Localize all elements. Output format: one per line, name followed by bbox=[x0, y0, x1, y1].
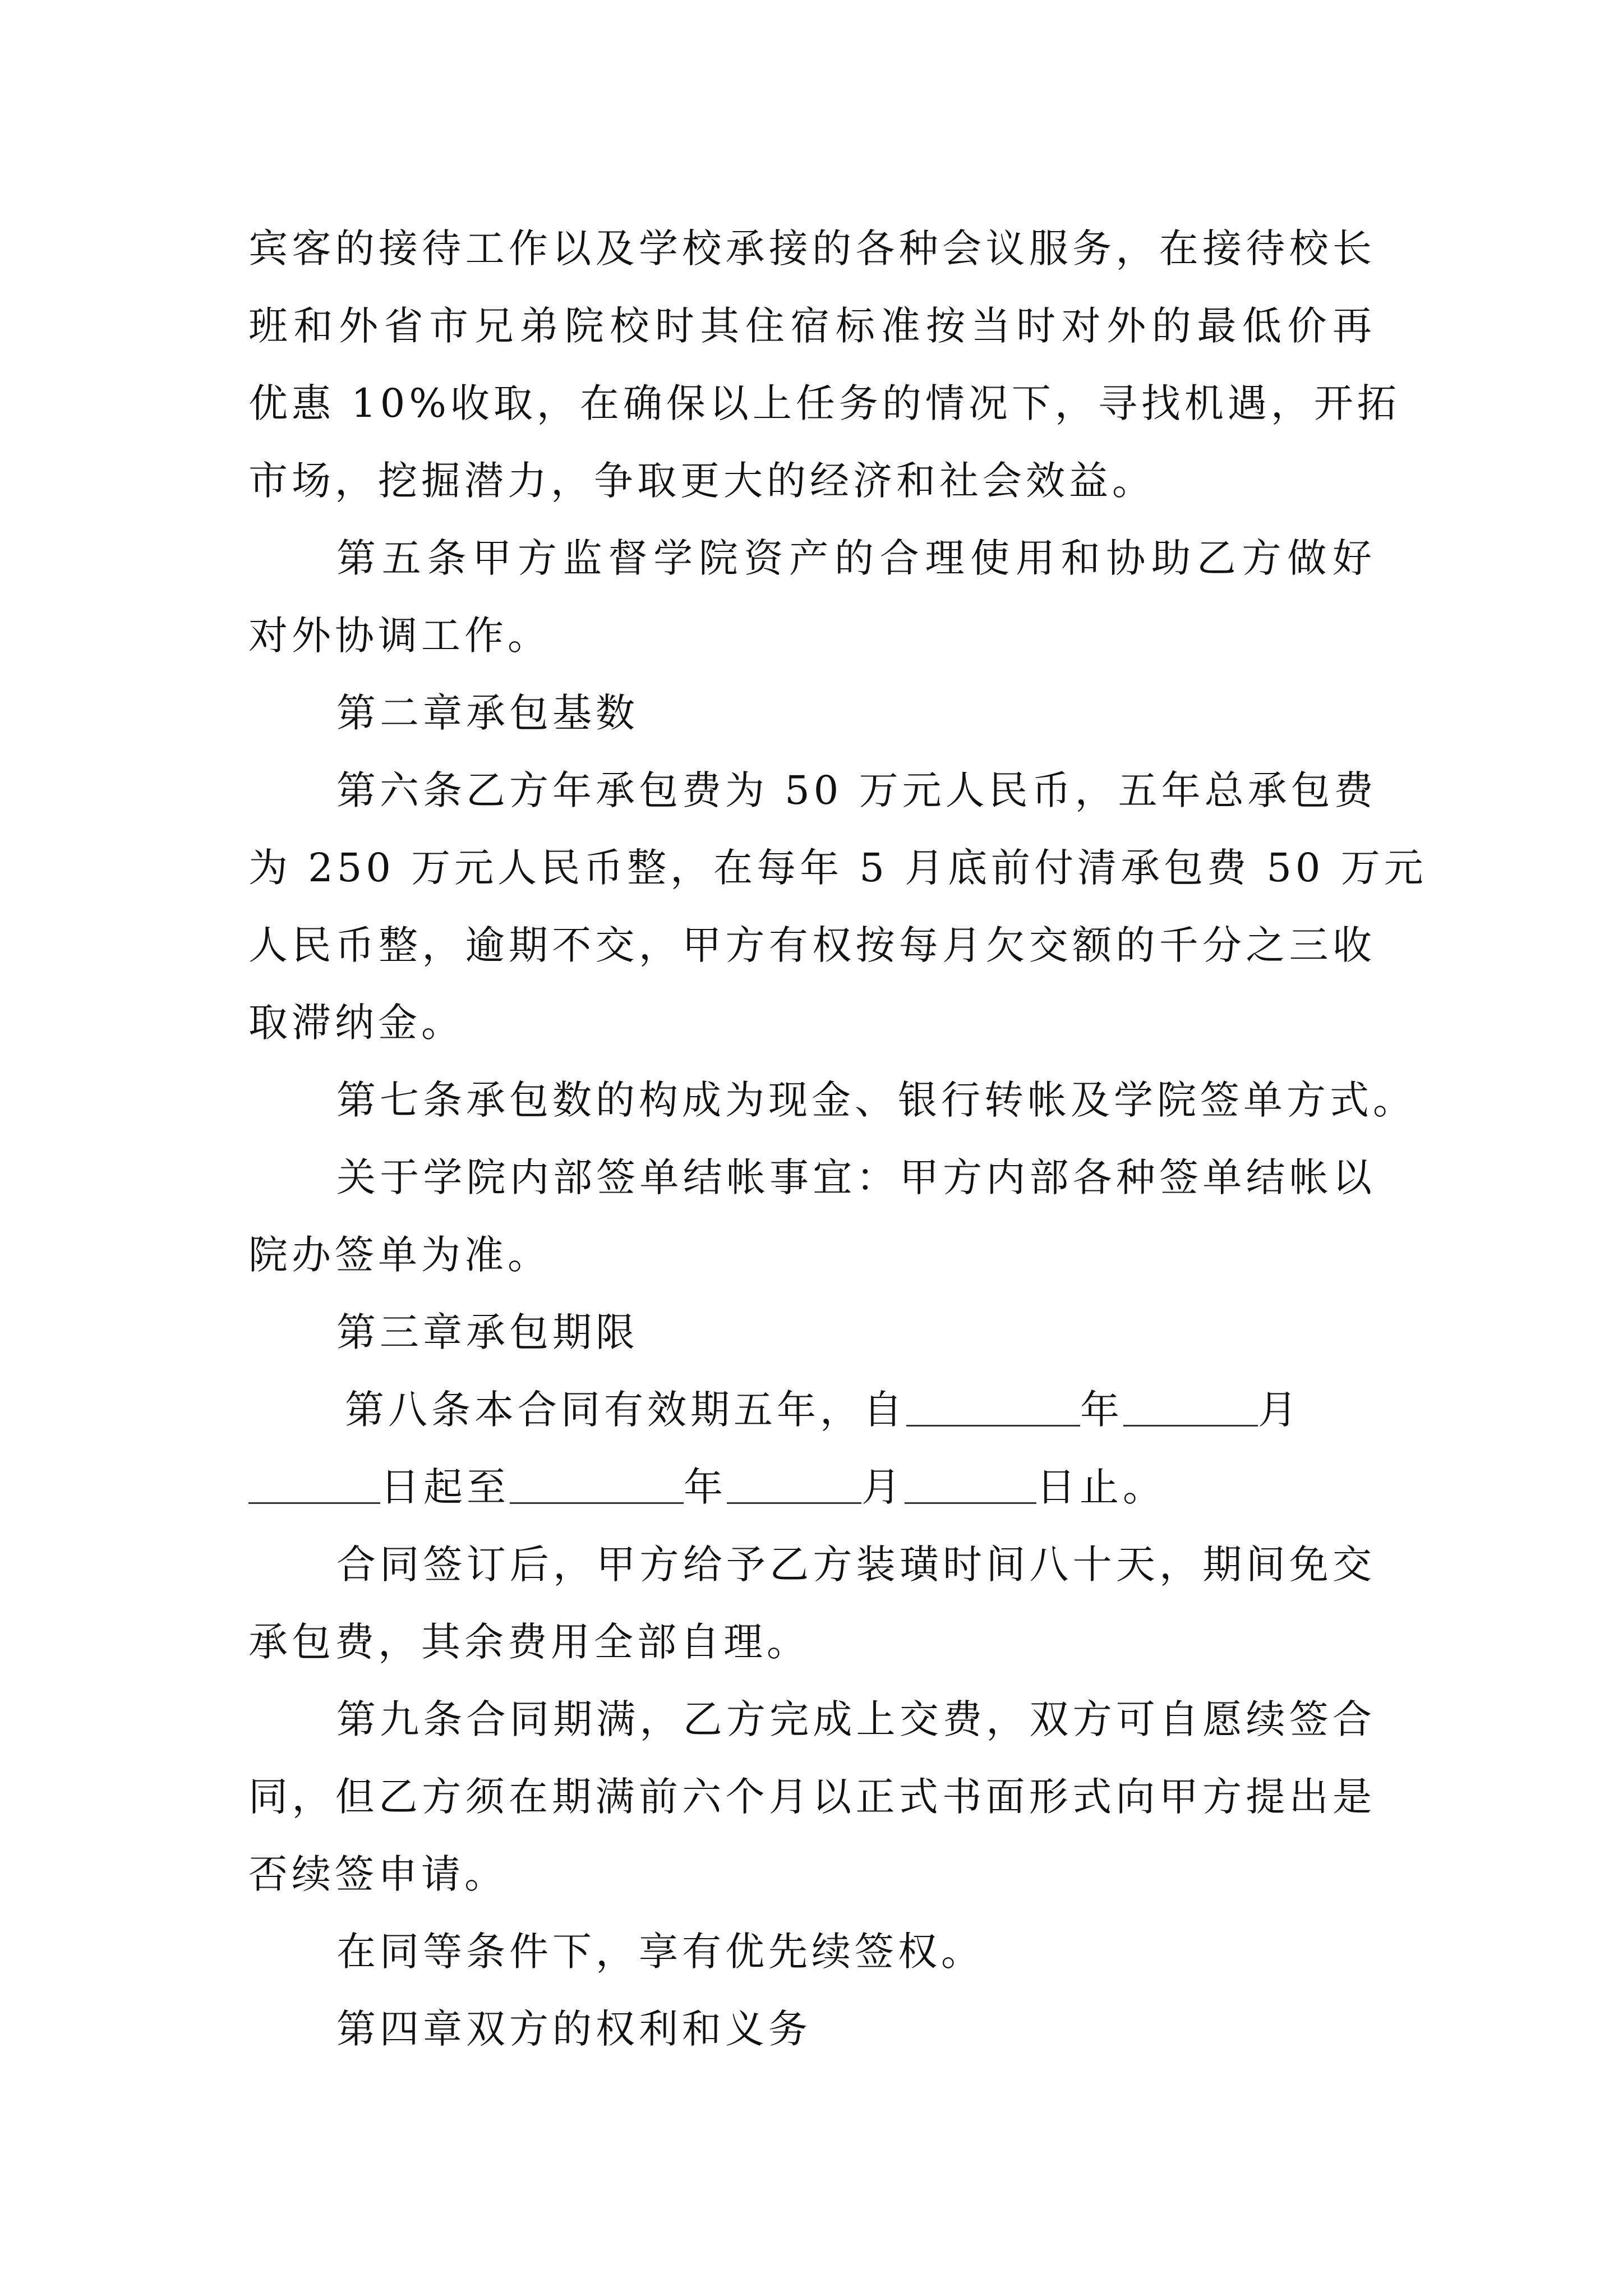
text-line: 第六条乙方年承包费为 50 万元人民币，五年总承包费 bbox=[336, 767, 1377, 813]
text-line: 在同等条件下，享有优先续签权。 bbox=[336, 1929, 984, 1975]
text-line: 人民币整，逾期不交，甲方有权按每月欠交额的千分之三收 bbox=[248, 922, 1376, 968]
text-line: 第七条承包数的构成为现金、银行转帐及学院签单方式。 bbox=[336, 1077, 1416, 1123]
text-line: 宾客的接待工作以及学校承接的各种会议服务，在接待校长 bbox=[248, 226, 1376, 272]
month-label: 月 bbox=[1258, 1387, 1301, 1433]
day-start-label: 日起至 bbox=[380, 1464, 510, 1510]
text-line: 取滞纳金。 bbox=[248, 1000, 464, 1046]
text-line: 否续签申请。 bbox=[248, 1851, 508, 1897]
year-label: 年 bbox=[684, 1464, 727, 1510]
text-line: 优惠 10%收取，在确保以上任务的情况下，寻找机遇，开拓 bbox=[248, 380, 1400, 426]
text-line: 第五条甲方监督学院资产的合理使用和协助乙方做好 bbox=[336, 535, 1376, 581]
article-8-line-1 bbox=[345, 1376, 1376, 1443]
text-line: 为 250 万元人民币整，在每年 5 月底前付清承包费 50 万元 bbox=[248, 845, 1427, 891]
chapter-heading: 第四章双方的权利和义务 bbox=[336, 2006, 811, 2052]
start-month-blank[interactable] bbox=[1123, 1384, 1258, 1427]
text-line: 同，但乙方须在期满前六个月以正式书面形式向甲方提出是 bbox=[248, 1774, 1376, 1820]
text-line: 承包费，其余费用全部自理。 bbox=[248, 1619, 810, 1665]
text-line: 第九条合同期满，乙方完成上交费，双方可自愿续签合 bbox=[336, 1696, 1376, 1742]
end-month-blank[interactable] bbox=[727, 1462, 861, 1504]
text-line: 合同签订后，甲方给予乙方装璜时间八十天，期间免交 bbox=[336, 1542, 1376, 1588]
day-end-label: 日止。 bbox=[1036, 1464, 1166, 1510]
article-8-line-2 bbox=[248, 1453, 1376, 1521]
text-line: 关于学院内部签单结帐事宜：甲方内部各种签单结帐以 bbox=[336, 1154, 1376, 1200]
chapter-heading: 第三章承包期限 bbox=[336, 1309, 639, 1355]
text-line: 市场，挖掘潜力，争取更大的经济和社会效益。 bbox=[248, 458, 1155, 504]
end-day-blank[interactable] bbox=[905, 1462, 1036, 1504]
start-day-blank[interactable] bbox=[248, 1462, 380, 1504]
start-year-blank[interactable] bbox=[906, 1384, 1080, 1427]
text-line: 院办签单为准。 bbox=[248, 1232, 551, 1278]
year-label: 年 bbox=[1080, 1387, 1123, 1433]
chapter-heading: 第二章承包基数 bbox=[336, 690, 639, 736]
article-8-prefix: 第八条本合同有效期五年，自 bbox=[345, 1387, 906, 1433]
text-line: 对外协调工作。 bbox=[248, 613, 551, 659]
text-line: 班和外省市兄弟院校时其住宿标准按当时对外的最低价再 bbox=[248, 303, 1376, 349]
month-label: 月 bbox=[861, 1464, 905, 1510]
end-year-blank[interactable] bbox=[510, 1462, 684, 1504]
